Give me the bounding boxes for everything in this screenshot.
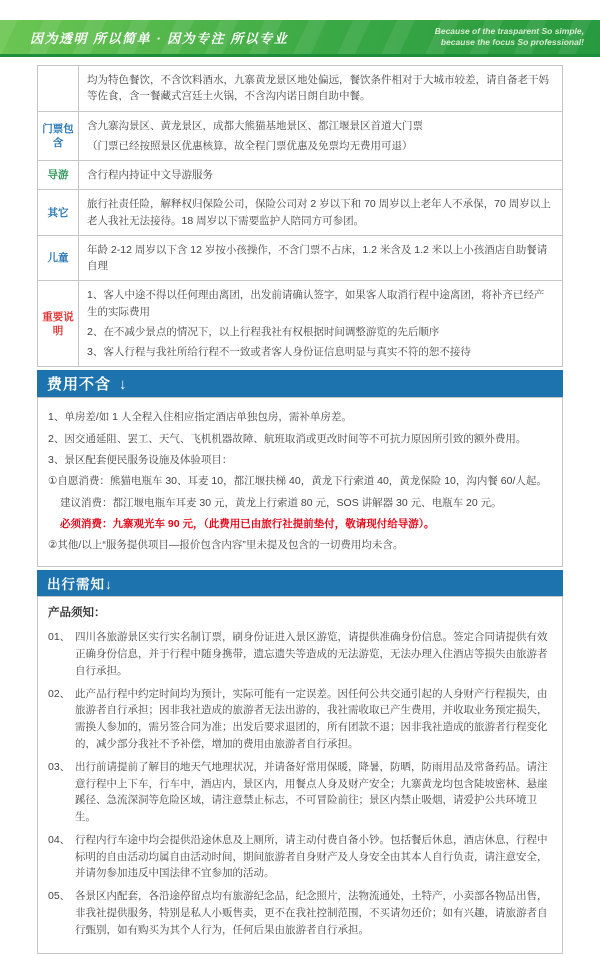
info-text: 1、客人中途不得以任何理由离团，出发前请确认签字，如果客人取消行程中途离团，将补齐已经产生的实际费用 xyxy=(87,289,545,318)
banner-slogan-en-line1: Because of the trasparent So simple, xyxy=(434,25,584,36)
info-text: 含九寨沟景区、黄龙景区，成都大熊猫基地景区、都江堰景区首道大门票 xyxy=(87,119,423,132)
row-label-children: 儿童 xyxy=(38,235,79,281)
info-text: 2、在不减少景点的情况下，以上行程我社有权根据时间调整游览的先后顺序 xyxy=(87,325,440,338)
info-text: （门票已经按照景区优惠核算，故全程门票优惠及免票均无费用可退） xyxy=(87,139,413,152)
row-value-meals xyxy=(79,66,563,112)
banner-slogan-en-line2: because the focus So professional! xyxy=(440,37,584,47)
info-row-tickets xyxy=(38,111,563,161)
fee-item: 1、单房差/如 1 人全程入住相应指定酒店单独包房，需补单房差。 xyxy=(48,411,352,424)
row-label-tickets: 门票包含 xyxy=(38,111,79,161)
info-text: 旅行社责任险，解释权归保险公司，保险公司对 2 岁以下和 70 周岁以上老年人不承保，70 周岁以上老人我社无法接待。18 周岁以下需要监护人陪同方可参团。 xyxy=(87,198,551,227)
document-content xyxy=(37,60,563,954)
notice-item-text: 四川各旅游景区实行实名制订票，刷身份证进入景区游览，请提供准确身份信息。签定合同请提供有效正确身份信息，并于行程中随身携带，遗忘遗失等造成的无法游览，无法办理入住酒店等损失由旅游者自行承担。 xyxy=(75,631,548,677)
travel-notice-title: 出行需知 xyxy=(47,577,105,593)
info-text: 3、客人行程与我社所给行程不一致或者客人身份证信息明显与真实不符的恕不接待 xyxy=(87,346,471,359)
banner-slogan-en xyxy=(435,26,584,48)
row-label-other: 其它 xyxy=(38,190,79,236)
fee-subitem-suggested: 建议消费：都江堰电瓶车耳麦 30 元，黄龙上行索道 80 元，SOS 讲解器 30 元、电瓶车 20 元。 xyxy=(60,496,502,509)
fee-subitem-mandatory: 必须消费：九寨观光车 90 元，（此费用已由旅行社提前垫付，敬请现付给导游）。 xyxy=(60,517,435,530)
notice-item-text: 行程内行车途中均会提供沿途休息及上厕所，请主动付费自备小钞。包括餐后休息，酒店休息，行程中标明的自由活动均属自由活动时间，期间旅游者自身财产及人身安全由其本人自行负责，请注意安全，并请勿参加违反中国法律不宜参加的活动。 xyxy=(75,833,548,880)
notice-item-number: 02、 xyxy=(48,687,71,700)
row-value-tickets xyxy=(79,111,563,161)
notice-item-number: 01、 xyxy=(48,631,71,644)
row-value-children xyxy=(79,235,563,281)
tour-info-table xyxy=(37,65,563,367)
section-bar-fees-excluded xyxy=(37,370,563,397)
info-row-guide xyxy=(38,161,563,190)
down-arrow-icon: ↓ xyxy=(119,376,128,394)
notice-item-text: 此产品行程中约定时间均为预计，实际可能有一定误差。因任何公共交通引起的人身财产行程损失，由旅游者自行承担；因非我社造成的旅游者无法出游的，我社需收取已产生费用，并收取业务预定损失，需换人参加的，需另签合同为准；出发后要求退团的，所有团款不退；因非我社造成的旅游者行程变化的，减少部分我社不予补偿，增加的费用由旅游者自行承担。 xyxy=(75,687,548,750)
info-row-other xyxy=(38,190,563,236)
notice-item xyxy=(48,759,552,826)
notice-item-number: 05、 xyxy=(48,890,71,903)
fee-subitem-other: ②其他/以上“服务提供项目—报价包含内容”里未提及包含的一切费用均未含。 xyxy=(48,539,404,552)
notice-item xyxy=(48,888,552,938)
travel-notice-box xyxy=(37,596,563,953)
row-value-important-notes xyxy=(79,281,563,367)
top-banner xyxy=(0,20,600,57)
notice-item-number: 04、 xyxy=(48,833,71,846)
row-value-guide xyxy=(79,161,563,190)
row-label-meals xyxy=(38,66,79,112)
notice-item xyxy=(48,832,552,882)
info-row-meals xyxy=(38,66,563,112)
notice-item-text: 各景区内配套，各沿途停留点均有旅游纪念品，纪念照片，法物流通处，土特产，小卖部各物品出售，非我社提供服务，特别是私人小贩售卖，更不在我社控制范围，不买请勿还价；如有兴趣，请旅游者自行甄别，如有购买为其个人行为，任何后果由旅游者自行承担。 xyxy=(75,890,548,936)
info-row-important-notes xyxy=(38,281,563,367)
fee-item: 2、因交通延阻、罢工、天气、飞机机器故障、航班取消或更改时间等不可抗力原因所引致的额外费用。 xyxy=(48,432,527,445)
banner-slogan-cn: 因为透明 所以简单 · 因为专注 所以专业 xyxy=(30,30,289,46)
fees-excluded-title: 费用不含 xyxy=(47,376,112,394)
down-arrow-icon: ↓ xyxy=(105,577,113,593)
info-text: 年龄 2-12 周岁以下含 12 岁按小孩操作，不含门票不占床，1.2 米含及 1.2 米以上小孩酒店自助餐请自理 xyxy=(87,243,548,273)
fee-item: 3、景区配套便民服务设施及体验项目： xyxy=(48,453,233,466)
row-value-other xyxy=(79,190,563,236)
notice-item-text: 出行前请提前了解目的地天气地理状况，并请备好常用保暖，降暑，防晒，防雨用品及常备药品。请注意行程中上下车，行车中，酒店内，景区内，用餐点人身及财产安全；九寨黄龙均包含陡坡密林、悬崖蹊径、急流深洞等危险区域，请注意禁止标志，不可冒险前往；景区内禁止吸烟，请爱护公共环境卫生。 xyxy=(75,760,548,824)
row-label-guide: 导游 xyxy=(38,161,79,190)
fees-excluded-box xyxy=(37,397,563,567)
notice-item xyxy=(48,686,552,753)
info-text: 含行程内持证中文导游服务 xyxy=(87,169,213,182)
info-row-children xyxy=(38,235,563,281)
row-label-important-notes: 重要说明 xyxy=(38,281,79,367)
notice-item-number: 03、 xyxy=(48,760,71,773)
notice-item xyxy=(48,629,552,679)
section-bar-travel-notice xyxy=(37,570,563,596)
fee-subitem-voluntary: ①自愿消费：熊猫电瓶车 30、耳麦 10，都江堰扶梯 40，黄龙下行索道 40，黄龙保险 10，沟内餐 60/人起。 xyxy=(48,475,547,488)
info-text: 均为特色餐饮，不含饮料酒水，九寨黄龙景区地处偏远，餐饮条件相对于大城市较差，请自备老干妈等佐食，含一餐藏式宫廷土火锅，不含沟内诺日朗自助中餐。 xyxy=(87,74,549,103)
product-notice-heading: 产品须知： xyxy=(48,607,106,620)
